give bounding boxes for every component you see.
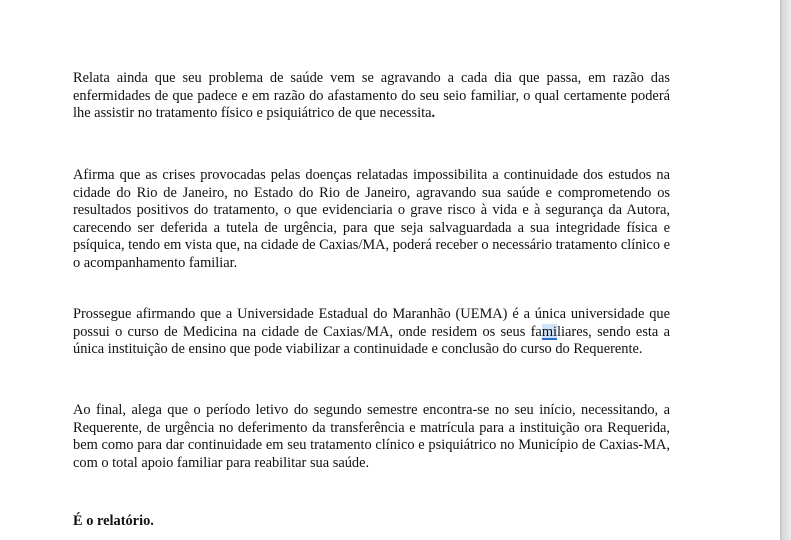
paragraph-2: Afirma que as crises provocadas pelas doenças relatadas impossibilita a continuidade dos estudos na cidade do Rio de Janeiro, no Estado do Rio de Janeiro, agravando sua saúde e comprometendo os resultados positivos do tratamento, o que evidenciaria o grave risco à vida e à segurança da Autora, carecendo ser deferida a tutela de urgência, para que seja salvaguardada a sua integridade física e psíquica, tendo em vista que, na cidade de Caxias/MA, poderá receber o necessário tratamento clínico e o acompanhamento familiar. <box>73 167 670 271</box>
page-edge-shadow <box>780 0 791 540</box>
paragraph-3-text-before: Prossegue afirmando que a Universidade Estadual do Maranhão (UEMA) é a única universidade que possui o curso de Medicina na cidade de Caxias/MA, onde residem os seus fa <box>73 306 670 340</box>
closing-statement: É o relatório. <box>73 513 154 529</box>
paragraph-1-text: Relata ainda que seu problema de saúde vem se agravando a cada dia que passa, em razão das enfermidades de que padece e em razão do afastamento do seu seio familiar, o qual certamente poderá lhe assistir no tratamento físico e psiquiátrico de que necessita <box>73 70 670 122</box>
paragraph-3 <box>73 306 670 359</box>
text-selection-highlight[interactable]: mi <box>541 323 558 340</box>
paragraph-1-end-mark: . <box>431 105 436 122</box>
paragraph-4: Ao final, alega que o período letivo do segundo semestre encontra-se no seu início, necessitando, a Requerente, de urgência no deferimento da transferência e matrícula para a instituição ora Requerida, bem como para dar continuidade em seu tratamento clínico e psiquiátrico no Município de Caxias-MA, com o total apoio familiar para reabilitar sua saúde. <box>73 402 670 471</box>
paragraph-1 <box>73 70 670 123</box>
paragraph-3-text-after: liares, sendo esta a única instituição de ensino que pode viabilizar a continuidade e conclusão do curso do Requerente. <box>73 323 670 358</box>
